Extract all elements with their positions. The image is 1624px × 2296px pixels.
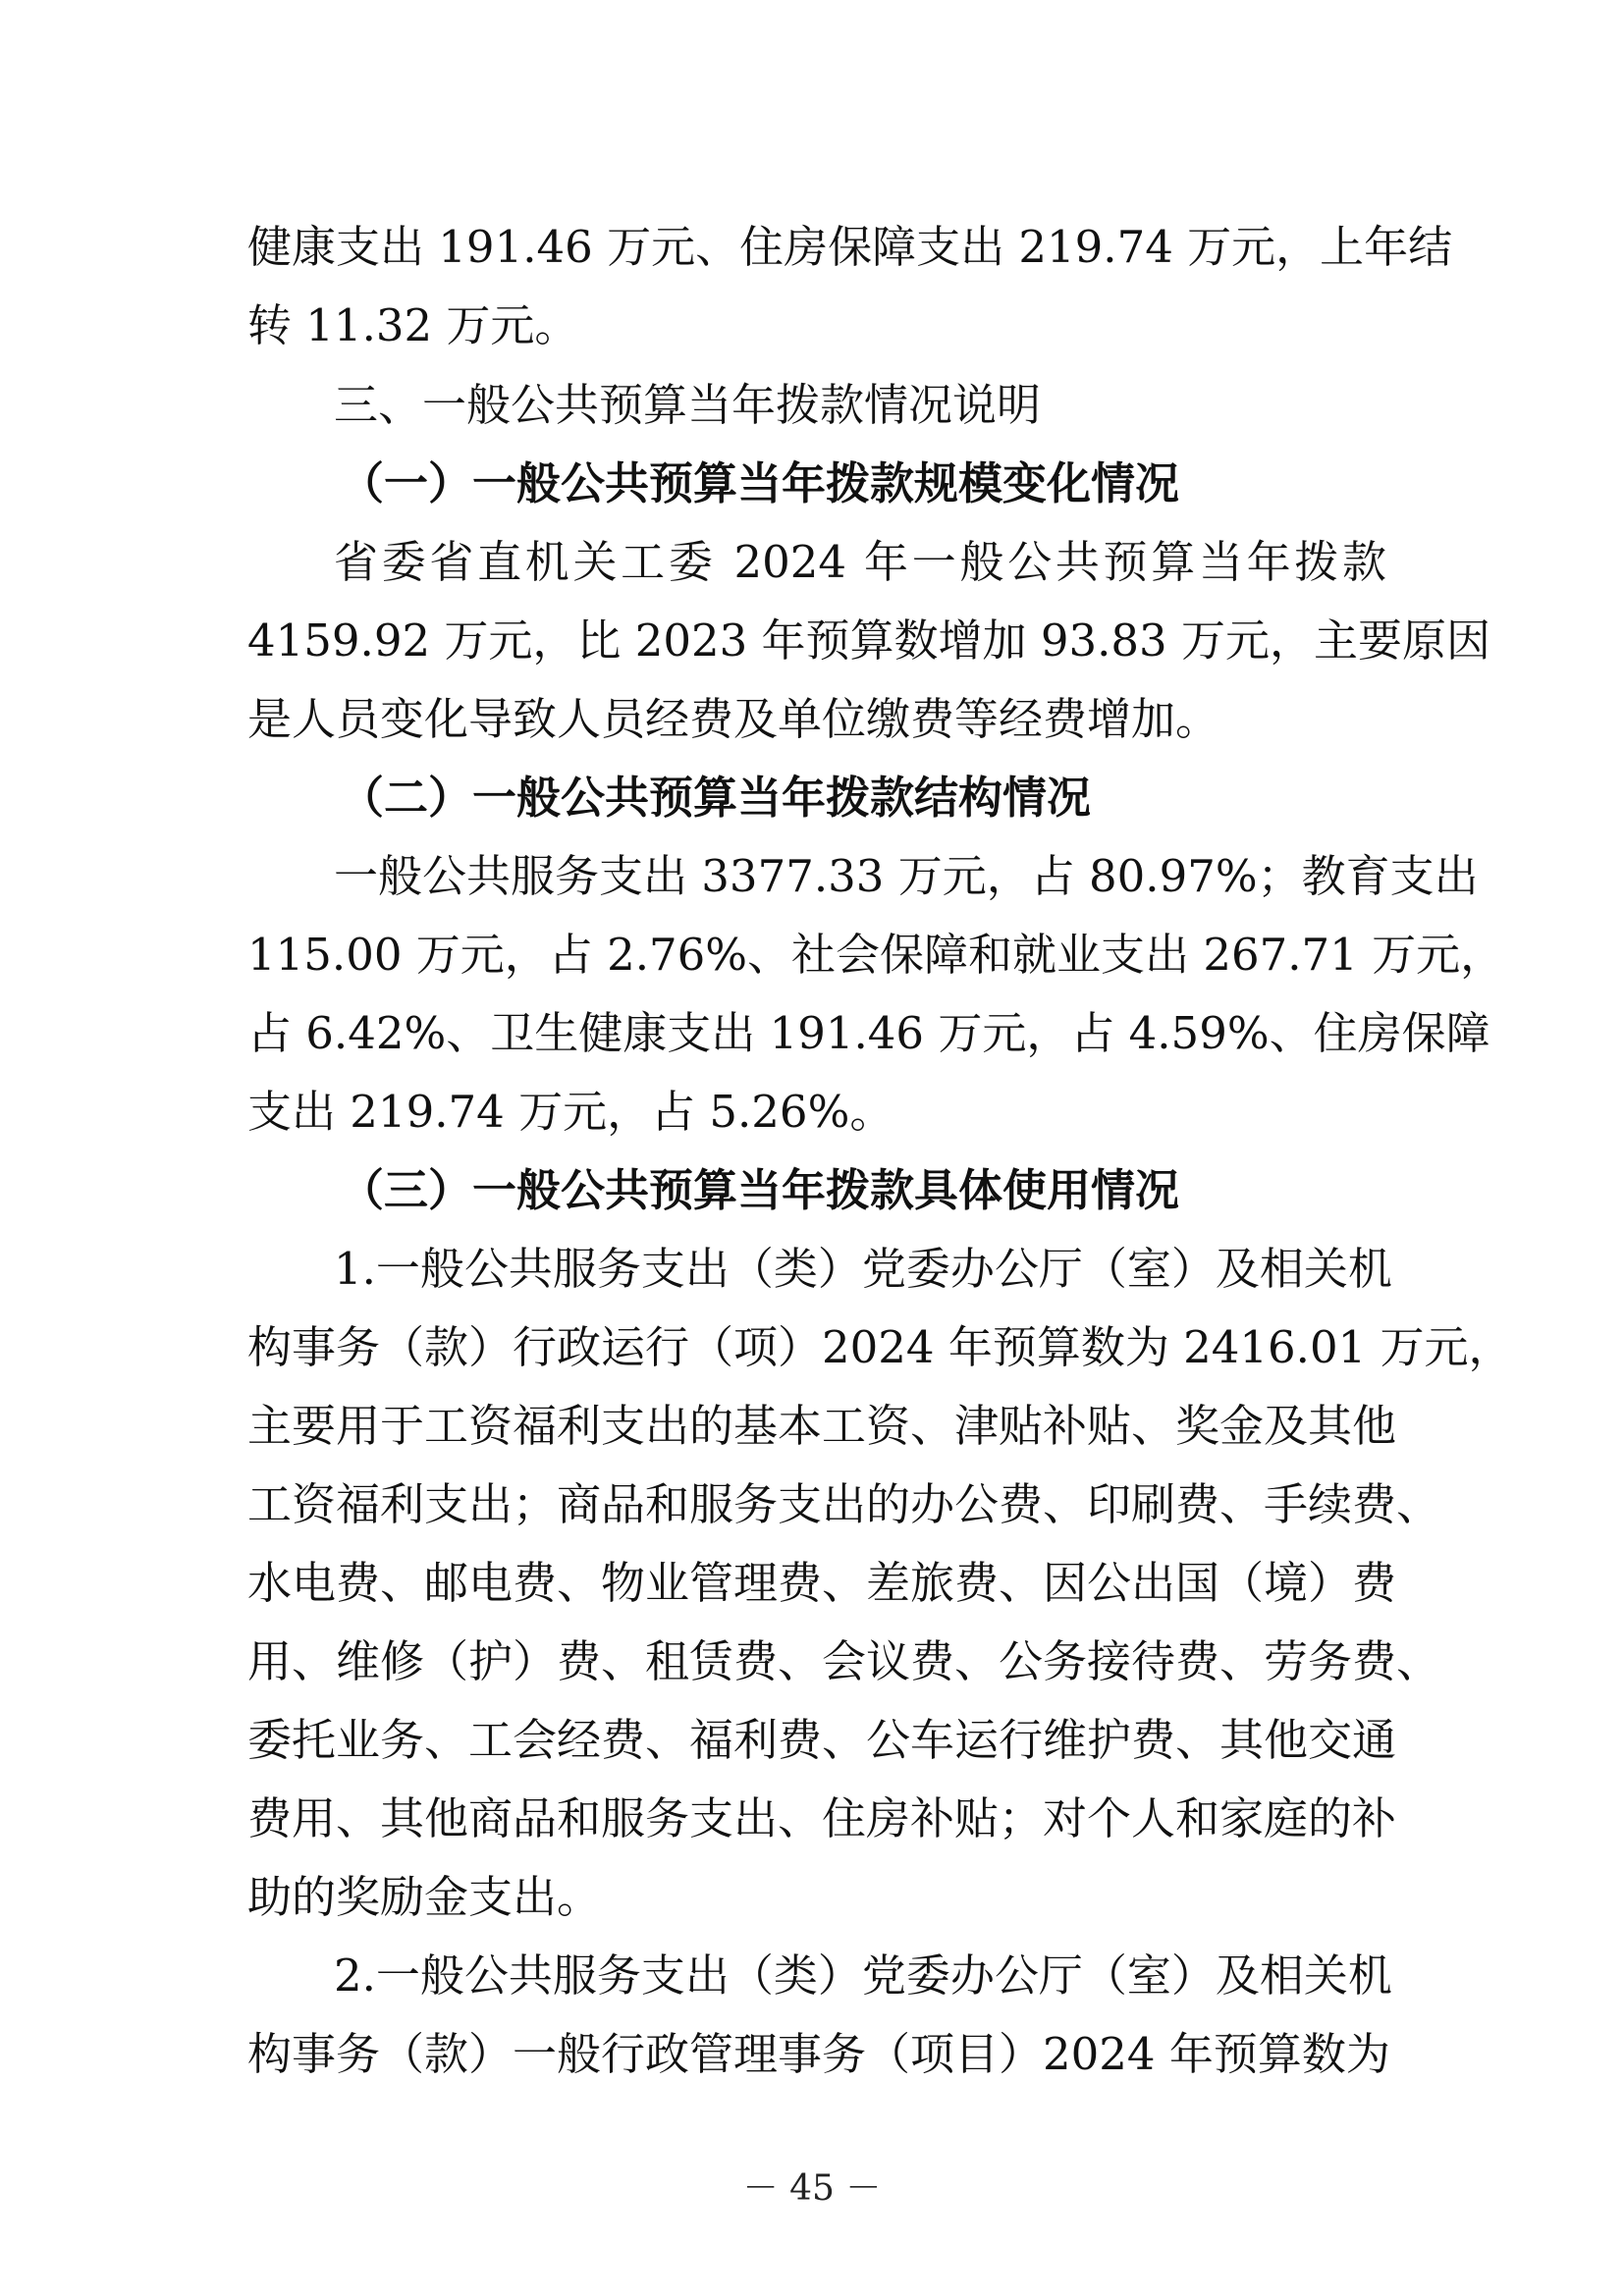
paragraph-line: 转 11.32 万元。 xyxy=(247,299,579,351)
paragraph-line: 一般公共服务支出 3377.33 万元，占 80.97%；教育支出 xyxy=(334,850,1479,902)
section-heading: 三、一般公共预算当年拨款情况说明 xyxy=(334,379,1042,431)
paragraph-line: 支出 219.74 万元，占 5.26%。 xyxy=(247,1086,894,1138)
page-number: － 45 － xyxy=(742,2168,882,2209)
paragraph-line: 构事务（款）行政运行（项）2024 年预算数为 2416.01 万元， xyxy=(247,1321,1513,1373)
paragraph-line: 是人员变化导致人员经费及单位缴费等经费增加。 xyxy=(247,693,1220,745)
paragraph-line: 构事务（款）一般行政管理事务（项目）2024 年预算数为 xyxy=(247,2028,1390,2080)
paragraph-line: 健康支出 191.46 万元、住房保障支出 219.74 万元，上年结 xyxy=(247,221,1453,273)
subsection-heading: （三）一般公共预算当年拨款具体使用情况 xyxy=(340,1164,1180,1216)
paragraph-line: 费用、其他商品和服务支出、住房补贴；对个人和家庭的补 xyxy=(247,1792,1397,1844)
paragraph-line: 省委省直机关工委 2024 年一般公共预算当年拨款 xyxy=(334,536,1386,588)
paragraph-line: 主要用于工资福利支出的基本工资、津贴补贴、奖金及其他 xyxy=(247,1400,1397,1452)
paragraph-line: 1.一般公共服务支出（类）党委办公厅（室）及相关机 xyxy=(334,1243,1392,1295)
paragraph-line: 占 6.42%、卫生健康支出 191.46 万元，占 4.59%、住房保障 xyxy=(247,1007,1490,1059)
paragraph-line: 115.00 万元，占 2.76%、社会保障和就业支出 267.71 万元， xyxy=(247,929,1505,981)
paragraph-line: 工资福利支出；商品和服务支出的办公费、印刷费、手续费、 xyxy=(247,1478,1441,1530)
subsection-heading: （一）一般公共预算当年拨款规模变化情况 xyxy=(340,457,1180,509)
paragraph-line: 2.一般公共服务支出（类）党委办公厅（室）及相关机 xyxy=(334,1949,1392,2002)
paragraph-line: 4159.92 万元，比 2023 年预算数增加 93.83 万元，主要原因 xyxy=(247,614,1490,667)
paragraph-line: 委托业务、工会经费、福利费、公车运行维护费、其他交通 xyxy=(247,1714,1397,1766)
paragraph-line: 助的奖励金支出。 xyxy=(247,1871,602,1923)
subsection-heading: （二）一般公共预算当年拨款结构情况 xyxy=(340,772,1092,824)
paragraph-line: 用、维修（护）费、租赁费、会议费、公务接待费、劳务费、 xyxy=(247,1635,1441,1687)
paragraph-line: 水电费、邮电费、物业管理费、差旅费、因公出国（境）费 xyxy=(247,1557,1397,1609)
